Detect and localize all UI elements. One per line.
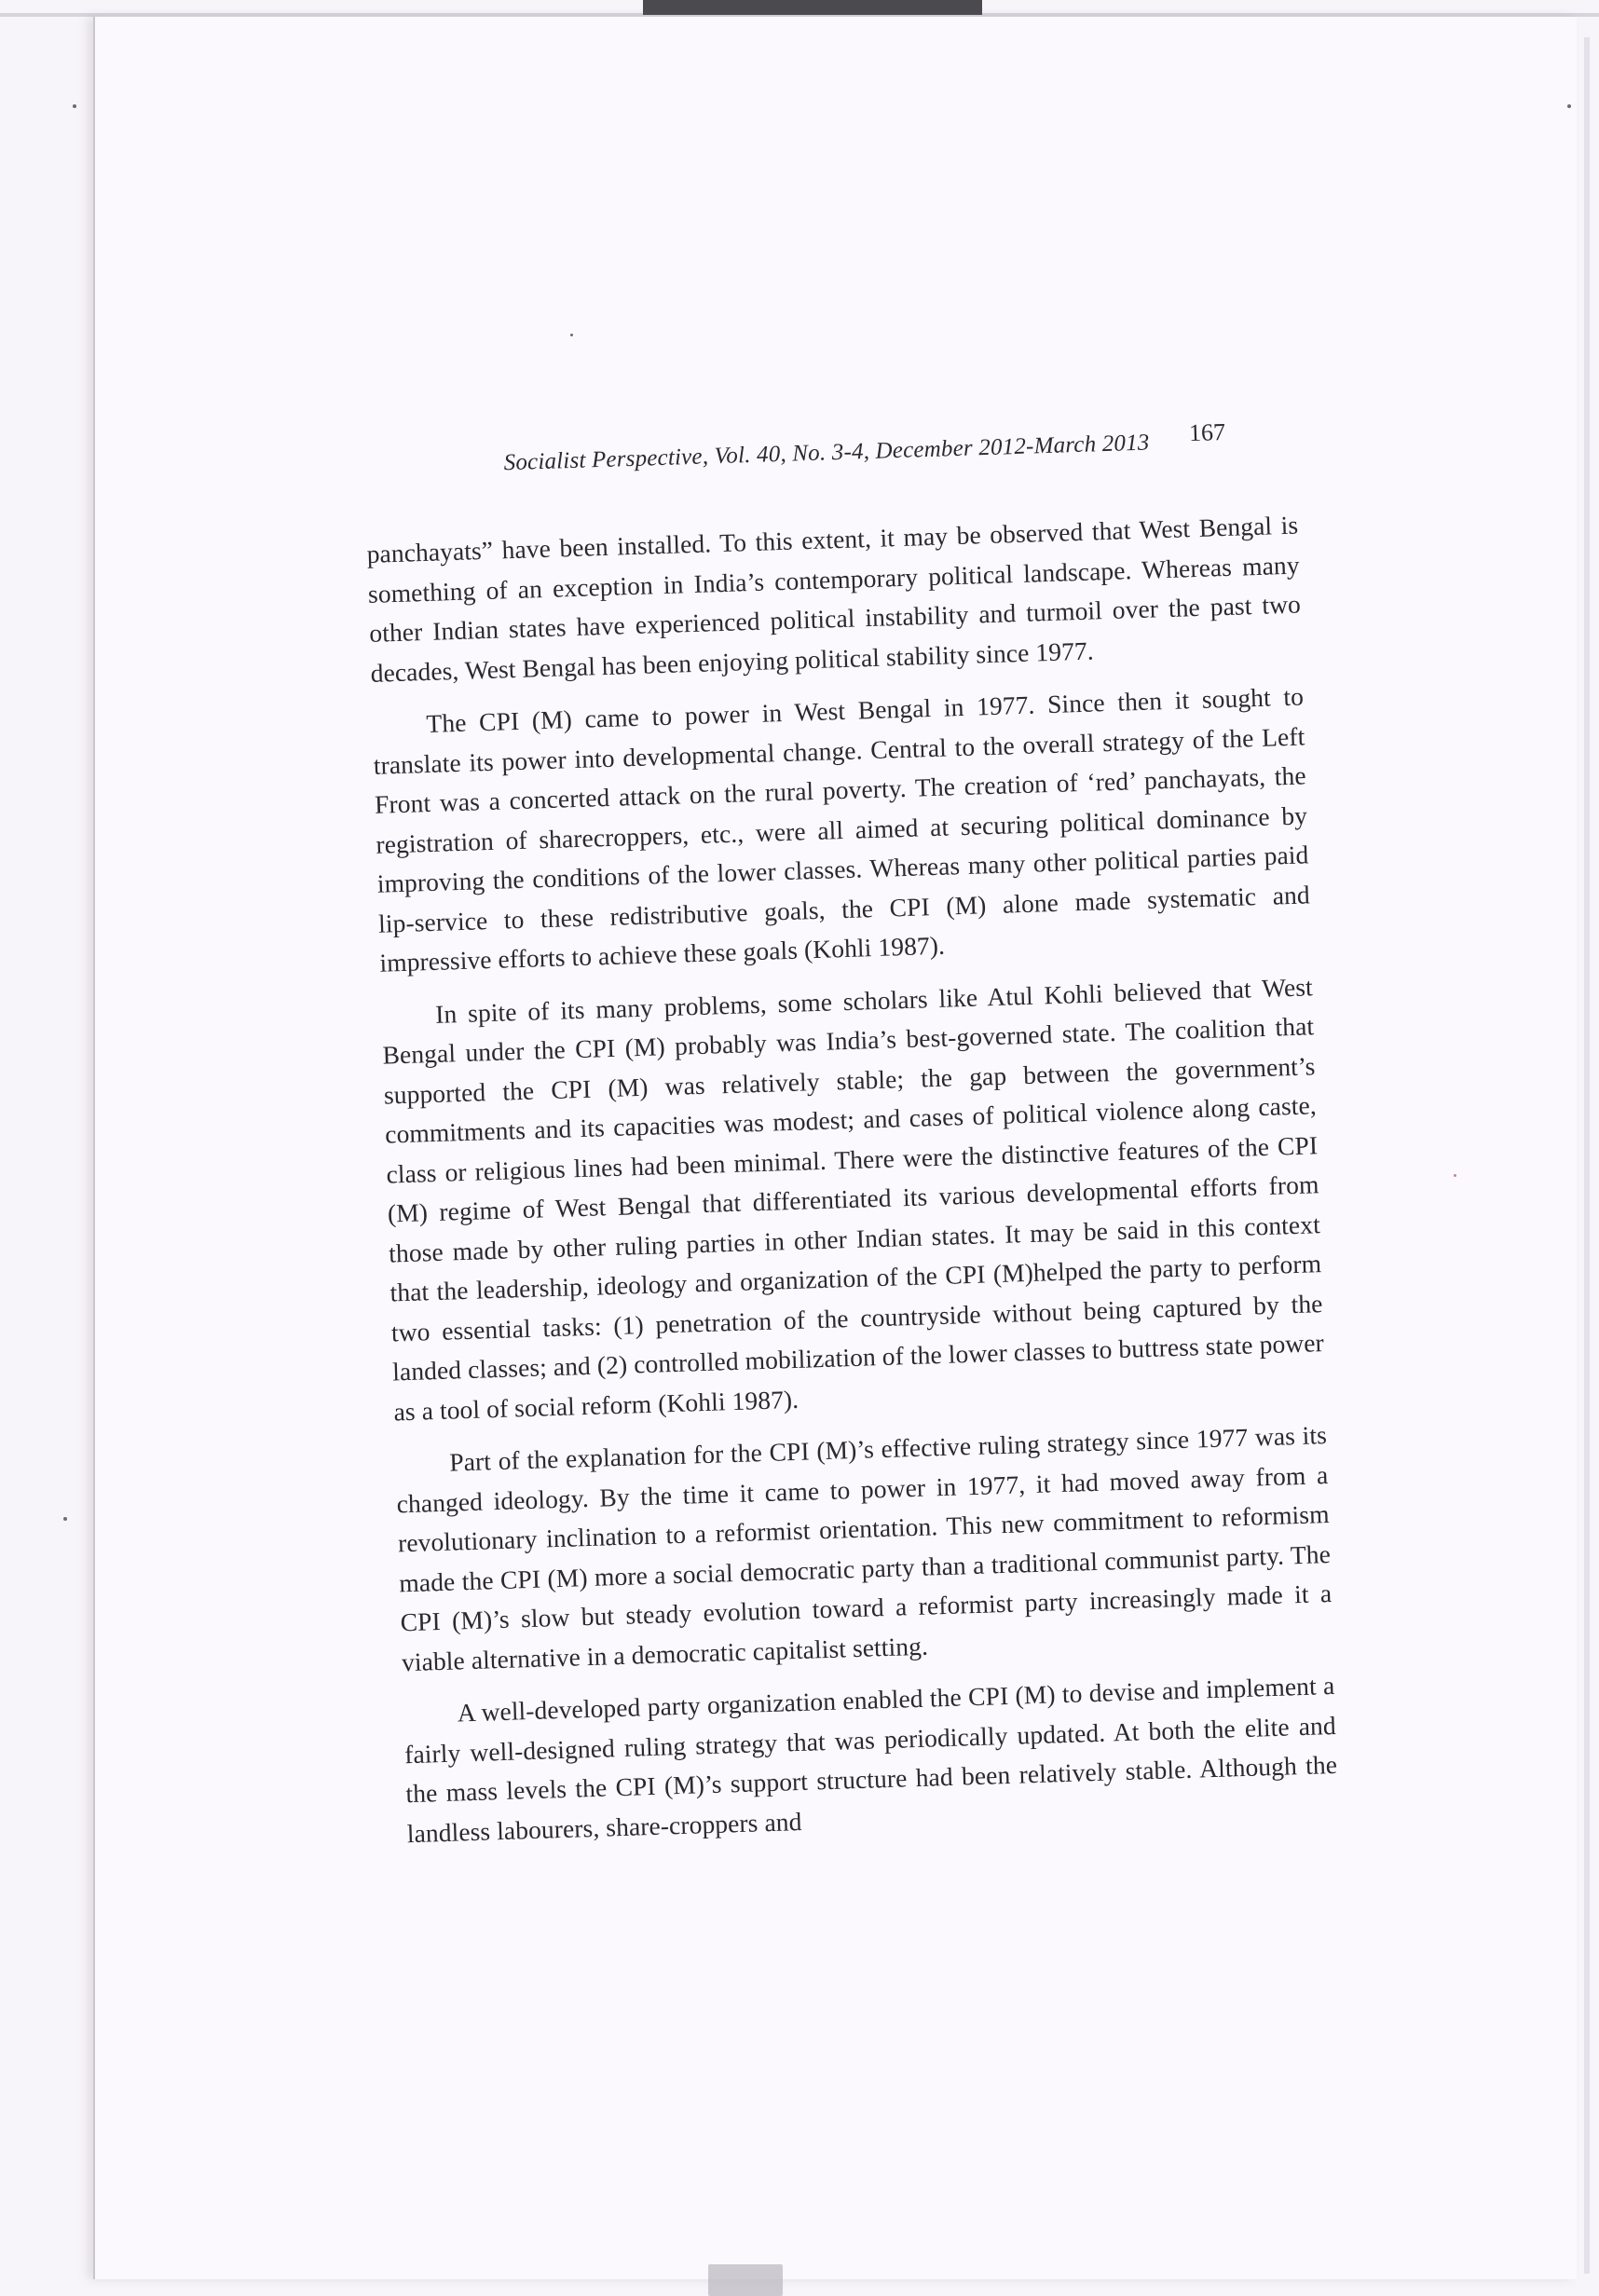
paragraph-5: A well-developed party organization enabled the CPI (M) to devise and implement a fairly well-designed ruling strategy that was periodically updated. At both the elite and the mass levels the CPI (M)’s support structure had been relatively stable. Although the landless labourers, share-croppers and: [403, 1670, 1338, 1848]
page-number: 167: [1188, 417, 1226, 447]
journal-citation: Socialist Perspective, Vol. 40, No. 3-4, December 2012-March 2013: [503, 430, 1150, 476]
printed-page: [363, 417, 1339, 1867]
paragraph-1: panchayats” have been installed. To this extent, it may be observed that West Bengal is something of an exception in India’s contemporary political landscape. Whereas many other Indian states have experienced political instability and turmoil over the past two decades, West Bengal has been enjoying political stability since 1977.: [366, 510, 1302, 688]
scan-speck: [1567, 104, 1571, 108]
scan-speck: [63, 1517, 67, 1521]
paragraph-3: In spite of its many problems, some scholars like Atul Kohli believed that West Bengal under the CPI (M) probably was India’s best-governed state. The coalition that supported the CPI (M) was relatively stable; the gap between the government’s commitments and its capacities was modest; and cases of political violence along caste, class or religious lines had been minimal. There were the distinctive features of the CPI (M) regime of West Bengal that differentiated its various developmental efforts from those made by other ruling parties in other Indian states. It may be said in this context that the leadership, ideology and organization of the CPI (M)helped the party to perform two essential tasks: (1) penetration of the countryside without being captured by the landed classes; and (2) controlled mobilization of the lower classes to buttress state power as a tool of social reform (Kohli 1987).: [382, 971, 1325, 1426]
paragraph-4: Part of the explanation for the CPI (M)’s effective ruling strategy since 1977 was its changed ideology. By the time it came to power in 1977, it had moved away from a revolutionary inclination to a reformist orientation. This new commitment to reformism made the CPI (M) more a social democratic party than a traditional communist party. The CPI (M)’s slow but steady evolution toward a reformist party increasingly made it a viable alternative in a democratic capitalist setting.: [396, 1420, 1332, 1676]
scan-speck: [73, 104, 76, 108]
scan-right-edge: [1584, 37, 1590, 2274]
scan-bottom-tab: [708, 2264, 783, 2296]
scan-speck: [570, 334, 573, 336]
scan-top-strip: [643, 0, 982, 15]
body-text: [366, 506, 1339, 1854]
paragraph-2: The CPI (M) came to power in West Bengal in 1977. Since then it sought to translate its power into developmental change. Central to the overall strategy of the Left Front was a concerted attack on the rural poverty. The creation of ‘red’ panchayats, the registration of sharecroppers, etc., were all aimed at securing political dominance by improving the conditions of the lower classes. Whereas many other political parties paid lip-service to these redistributive goals, the CPI (M) alone made systematic and impressive efforts to achieve these goals (Kohli 1987).: [373, 681, 1311, 977]
scan-speck: [1454, 1174, 1456, 1177]
